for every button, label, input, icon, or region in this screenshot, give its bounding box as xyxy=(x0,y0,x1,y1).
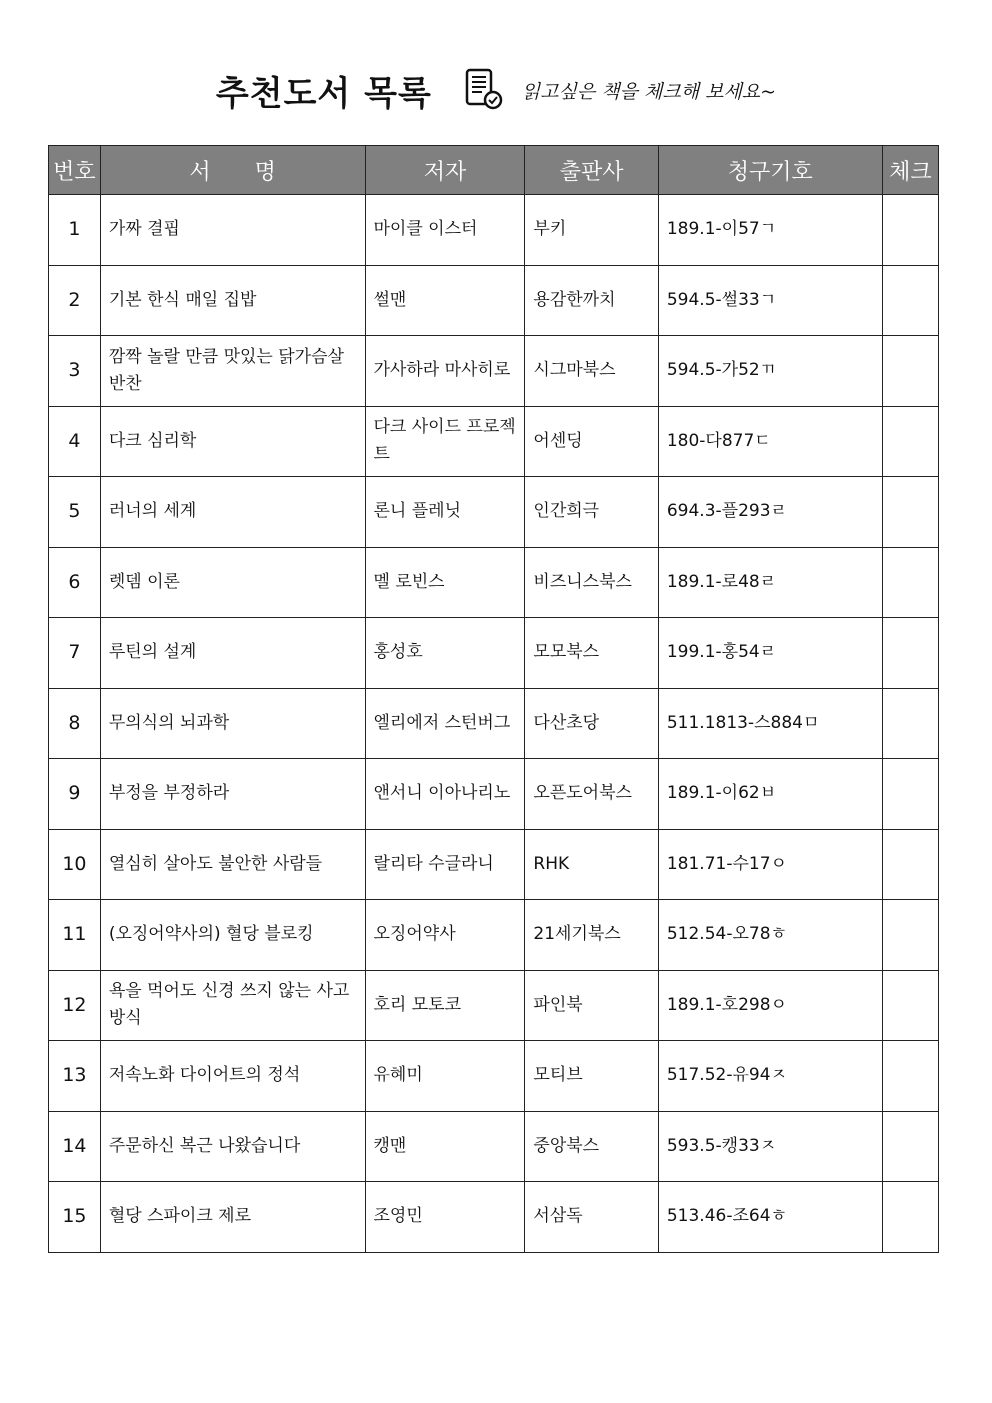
book-title: 부정을 부정하라 xyxy=(100,759,365,830)
book-author: 랄리타 수글라니 xyxy=(365,829,525,900)
table-row xyxy=(49,477,939,548)
check-cell[interactable] xyxy=(882,547,938,618)
row-number: 7 xyxy=(49,618,101,689)
book-publisher: 오픈도어북스 xyxy=(525,759,658,830)
table-row xyxy=(49,618,939,689)
header-title: 서 명 xyxy=(100,146,365,195)
table-row xyxy=(49,970,939,1041)
table-row xyxy=(49,265,939,336)
book-publisher: 다산초당 xyxy=(525,688,658,759)
call-number: 517.52-유94ㅈ xyxy=(658,1041,882,1112)
book-author: 앤서니 이아나리노 xyxy=(365,759,525,830)
book-title: 다크 심리학 xyxy=(100,406,365,477)
book-publisher: 21세기북스 xyxy=(525,900,658,971)
book-author: 가사하라 마사히로 xyxy=(365,336,525,407)
book-author: 홍성호 xyxy=(365,618,525,689)
check-cell[interactable] xyxy=(882,195,938,266)
row-number: 5 xyxy=(49,477,101,548)
row-number: 1 xyxy=(49,195,101,266)
book-author: 다크 사이드 프로젝트 xyxy=(365,406,525,477)
check-cell[interactable] xyxy=(882,1182,938,1253)
header-check: 체크 xyxy=(882,146,938,195)
check-cell[interactable] xyxy=(882,970,938,1041)
subtitle: 읽고싶은 책을 체크해 보세요~ xyxy=(521,81,777,103)
book-publisher: RHK xyxy=(525,829,658,900)
book-author: 조영민 xyxy=(365,1182,525,1253)
book-title: 저속노화 다이어트의 정석 xyxy=(100,1041,365,1112)
book-publisher: 모티브 xyxy=(525,1041,658,1112)
row-number: 10 xyxy=(49,829,101,900)
call-number: 513.46-조64ㅎ xyxy=(658,1182,882,1253)
table-row xyxy=(49,900,939,971)
book-title: 러너의 세계 xyxy=(100,477,365,548)
book-title: 가짜 결핍 xyxy=(100,195,365,266)
table-row xyxy=(49,336,939,407)
row-number: 8 xyxy=(49,688,101,759)
book-author: 마이클 이스터 xyxy=(365,195,525,266)
table-row xyxy=(49,829,939,900)
book-title: 혈당 스파이크 제로 xyxy=(100,1182,365,1253)
book-title: 깜짝 놀랄 만큼 맛있는 닭가슴살 반찬 xyxy=(100,336,365,407)
book-publisher: 중앙북스 xyxy=(525,1111,658,1182)
table-row xyxy=(49,195,939,266)
check-cell[interactable] xyxy=(882,1041,938,1112)
page-title: 추천도서 목록 xyxy=(215,74,432,114)
check-cell[interactable] xyxy=(882,688,938,759)
book-title: 열심히 살아도 불안한 사람들 xyxy=(100,829,365,900)
book-publisher: 비즈니스북스 xyxy=(525,547,658,618)
table-row xyxy=(49,759,939,830)
row-number: 9 xyxy=(49,759,101,830)
call-number: 511.1813-스884ㅁ xyxy=(658,688,882,759)
book-title: 주문하신 복근 나왔습니다 xyxy=(100,1111,365,1182)
checklist-document-icon xyxy=(464,68,504,114)
book-publisher: 모모북스 xyxy=(525,618,658,689)
call-number: 189.1-로48ㄹ xyxy=(658,547,882,618)
book-publisher: 어센딩 xyxy=(525,406,658,477)
book-author: 엘리에저 스턴버그 xyxy=(365,688,525,759)
table-row xyxy=(49,547,939,618)
book-author: 멜 로빈스 xyxy=(365,547,525,618)
row-number: 3 xyxy=(49,336,101,407)
book-author: 캥맨 xyxy=(365,1111,525,1182)
call-number: 199.1-홍54ㄹ xyxy=(658,618,882,689)
call-number: 594.5-썰33ㄱ xyxy=(658,265,882,336)
book-publisher: 시그마북스 xyxy=(525,336,658,407)
table-header-row xyxy=(49,146,939,195)
header-publisher: 출판사 xyxy=(525,146,658,195)
book-author: 호리 모토코 xyxy=(365,970,525,1041)
row-number: 2 xyxy=(49,265,101,336)
call-number: 180-다877ㄷ xyxy=(658,406,882,477)
table-row xyxy=(49,1111,939,1182)
check-cell[interactable] xyxy=(882,759,938,830)
row-number: 13 xyxy=(49,1041,101,1112)
book-author: 오징어약사 xyxy=(365,900,525,971)
row-number: 11 xyxy=(49,900,101,971)
check-cell[interactable] xyxy=(882,336,938,407)
row-number: 14 xyxy=(49,1111,101,1182)
book-publisher: 부키 xyxy=(525,195,658,266)
row-number: 4 xyxy=(49,406,101,477)
book-title: 렛뎀 이론 xyxy=(100,547,365,618)
check-cell[interactable] xyxy=(882,1111,938,1182)
call-number: 189.1-이62ㅂ xyxy=(658,759,882,830)
row-number: 12 xyxy=(49,970,101,1041)
check-cell[interactable] xyxy=(882,618,938,689)
row-number: 15 xyxy=(49,1182,101,1253)
table-row xyxy=(49,688,939,759)
row-number: 6 xyxy=(49,547,101,618)
book-author: 썰맨 xyxy=(365,265,525,336)
check-cell[interactable] xyxy=(882,406,938,477)
table-row xyxy=(49,1182,939,1253)
book-author: 론니 플레닛 xyxy=(365,477,525,548)
book-title: 욕을 먹어도 신경 쓰지 않는 사고방식 xyxy=(100,970,365,1041)
check-cell[interactable] xyxy=(882,829,938,900)
header-number: 번호 xyxy=(49,146,101,195)
book-list-table xyxy=(48,145,939,1253)
call-number: 189.1-이57ㄱ xyxy=(658,195,882,266)
book-publisher: 용감한까치 xyxy=(525,265,658,336)
header-author: 저자 xyxy=(365,146,525,195)
book-publisher: 파인북 xyxy=(525,970,658,1041)
check-cell[interactable] xyxy=(882,265,938,336)
book-author: 유혜미 xyxy=(365,1041,525,1112)
call-number: 594.5-가52ㄲ xyxy=(658,336,882,407)
book-publisher: 서삼독 xyxy=(525,1182,658,1253)
call-number: 189.1-호298ㅇ xyxy=(658,970,882,1041)
call-number: 512.54-오78ㅎ xyxy=(658,900,882,971)
book-title: 기본 한식 매일 집밥 xyxy=(100,265,365,336)
call-number: 181.71-수17ㅇ xyxy=(658,829,882,900)
header-call-number: 청구기호 xyxy=(658,146,882,195)
check-cell[interactable] xyxy=(882,477,938,548)
book-title: 무의식의 뇌과학 xyxy=(100,688,365,759)
table-row xyxy=(49,1041,939,1112)
header xyxy=(0,66,992,115)
call-number: 593.5-캥33ㅈ xyxy=(658,1111,882,1182)
book-title: 루틴의 설계 xyxy=(100,618,365,689)
book-title: (오징어약사의) 혈당 블로킹 xyxy=(100,900,365,971)
check-cell[interactable] xyxy=(882,900,938,971)
call-number: 694.3-플293ㄹ xyxy=(658,477,882,548)
book-publisher: 인간희극 xyxy=(525,477,658,548)
table-row xyxy=(49,406,939,477)
